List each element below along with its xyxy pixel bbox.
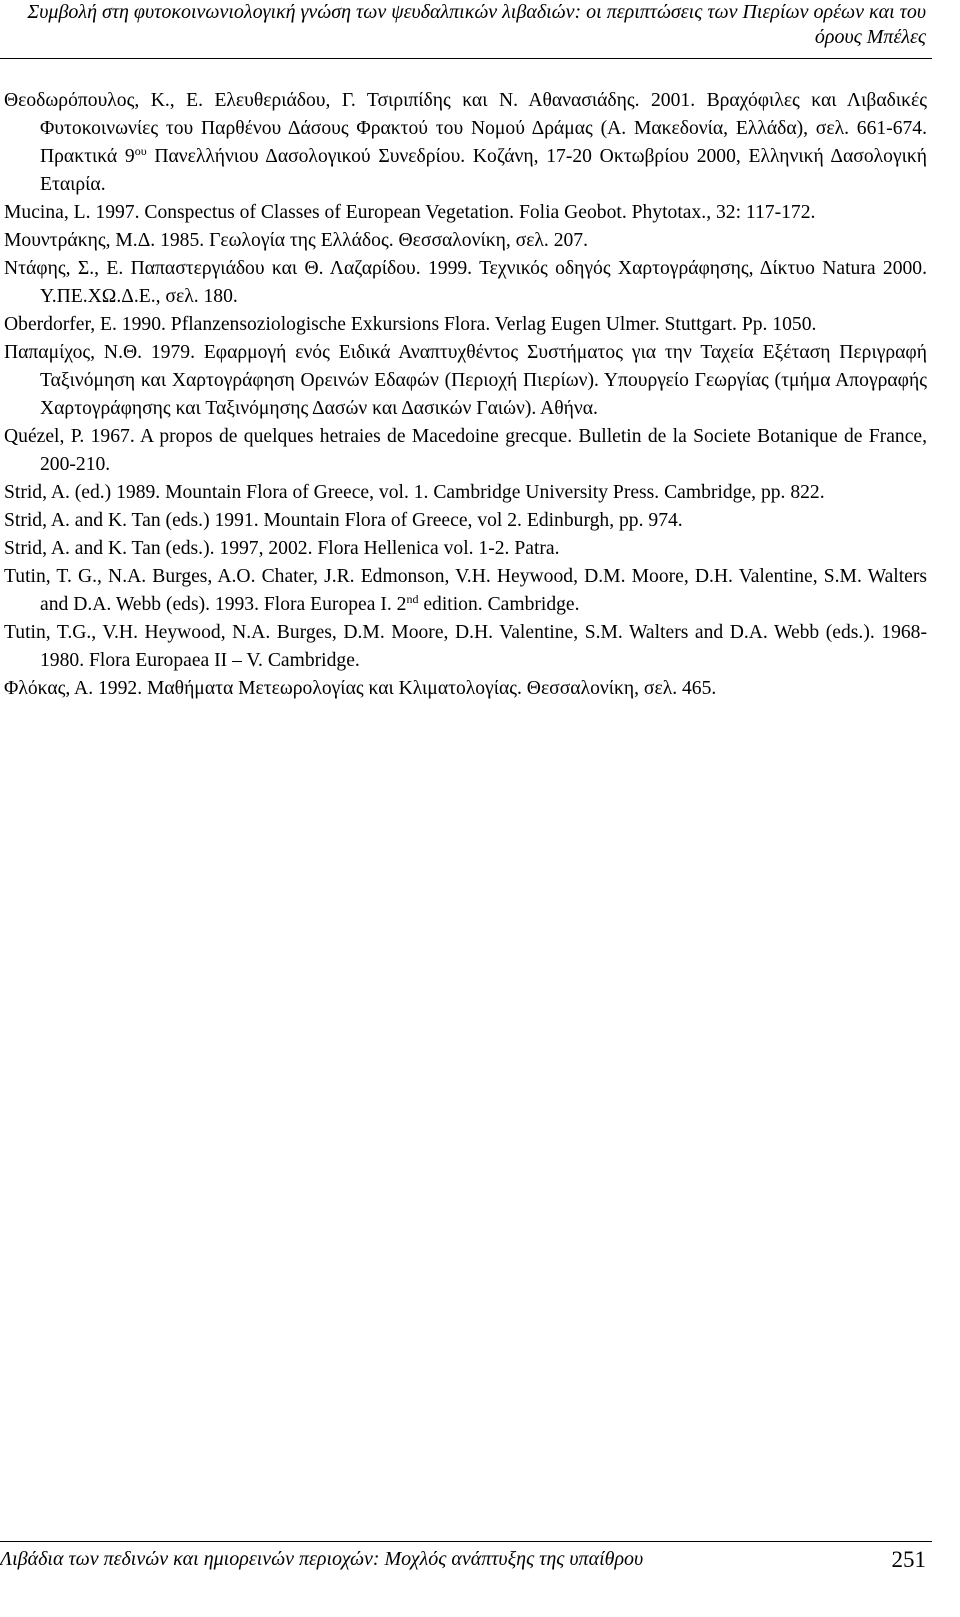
reference-text: Strid, A. (ed.) 1989. Mountain Flora of Greece, vol. 1. Cambridge University Press. Cambridge, pp. 822. (4, 482, 825, 503)
reference-item (4, 199, 927, 227)
reference-superscript: ου (134, 144, 147, 158)
reference-text: Θεοδωρόπουλος, Κ., Ε. Ελευθεριάδου, Γ. Τσιριπίδης και Ν. Αθανασιάδης. 2001. Βραχόφιλες και Λιβαδικές Φυτοκοινωνίες του Παρθένου Δάσους Φρακτού του Νομού Δράμας (Α. Μακεδονία, Ελλάδα), σελ. 661-674. Πρακτικά 9 (4, 90, 927, 167)
reference-item (4, 479, 927, 507)
reference-text: Quézel, P. 1967. A propos de quelques hetraies de Macedoine grecque. Bulletin de la Societe Botanique de France, 200-210. (4, 426, 927, 475)
reference-text: Strid, A. and K. Tan (eds.). 1997, 2002. Flora Hellenica vol. 1-2. Patra. (4, 538, 560, 559)
footer-title: Λιβάδια των πεδινών και ημιορεινών περιοχών: Μοχλός ανάπτυξης της υπαίθρου (0, 1548, 644, 1570)
reference-superscript: nd (406, 592, 419, 606)
reference-item (4, 563, 927, 619)
reference-item (4, 311, 927, 339)
reference-text: Φλόκας, Α. 1992. Μαθήματα Μετεωρολογίας και Κλιματολογίας. Θεσσαλονίκη, σελ. 465. (4, 678, 717, 699)
reference-text: Ντάφης, Σ., Ε. Παπαστεργιάδου και Θ. Λαζαρίδου. 1999. Τεχνικός οδηγός Χαρτογράφησης, Δίκτυο Natura 2000. Υ.ΠΕ.ΧΩ.Δ.Ε., σελ. 180. (4, 258, 927, 307)
reference-text: Tutin, T.G., V.H. Heywood, N.A. Burges, D.M. Moore, D.H. Valentine, S.M. Walters and D.A. Webb (eds.). 1968-1980. Flora Europaea II – V. Cambridge. (4, 622, 927, 671)
reference-text: Tutin, T. G., N.A. Burges, A.O. Chater, J.R. Edmonson, V.H. Heywood, D.M. Moore, D.H. Valentine, S.M. Walters and D.A. Webb (eds). 1993. Flora Europea I. 2 (4, 566, 927, 615)
reference-item (4, 339, 927, 423)
reference-text: Μουντράκης, Μ.Δ. 1985. Γεωλογία της Ελλάδος. Θεσσαλονίκη, σελ. 207. (4, 230, 589, 251)
header-rule (0, 58, 932, 59)
reference-item (4, 507, 927, 535)
reference-text: Strid, A. and K. Tan (eds.) 1991. Mountain Flora of Greece, vol 2. Edinburgh, pp. 974. (4, 510, 683, 531)
reference-item (4, 255, 927, 311)
reference-item (4, 619, 927, 675)
reference-item (4, 535, 927, 563)
footer-rule (0, 1541, 932, 1542)
reference-text-continued: Πανελλήνιου Δασολογικού Συνεδρίου. Κοζάνη, 17-20 Οκτωβρίου 2000, Ελληνική Δασολογική Εταιρία. (40, 146, 928, 195)
running-header-line-1: Συμβολή στη φυτοκοινωνιολογική γνώση των ψευδαλπικών λιβαδιών: οι περιπτώσεις των Πιερίων ορέων και του (27, 1, 926, 23)
reference-item (4, 227, 927, 255)
reference-item (4, 87, 927, 199)
page-number: 251 (891, 1547, 926, 1572)
reference-list (4, 87, 927, 703)
reference-text: Oberdorfer, E. 1990. Pflanzensoziologische Exkursions Flora. Verlag Eugen Ulmer. Stuttgart. Pp. 1050. (4, 314, 817, 335)
reference-item (4, 423, 927, 479)
reference-text: Mucina, L. 1997. Conspectus of Classes of European Vegetation. Folia Geobot. Phytotax., 32: 117-172. (4, 202, 816, 223)
running-header-line-2: όρους Μπέλες (814, 26, 926, 48)
reference-text-continued: edition. Cambridge. (418, 594, 580, 615)
reference-text: Παπαμίχος, Ν.Θ. 1979. Εφαρμογή ενός Ειδικά Αναπτυχθέντος Συστήματος για την Ταχεία Εξέταση Περιγραφή Ταξινόμηση και Χαρτογράφηση Ορεινών Εδαφών (Περιοχή Πιερίων). Υπουργείο Γεωργίας (τμήμα Απογραφής Χαρτογράφησης και Ταξινόμησης Δασών και Δασικών Γαιών). Αθήνα. (4, 342, 927, 419)
reference-item (4, 675, 927, 703)
running-header (0, 0, 926, 50)
